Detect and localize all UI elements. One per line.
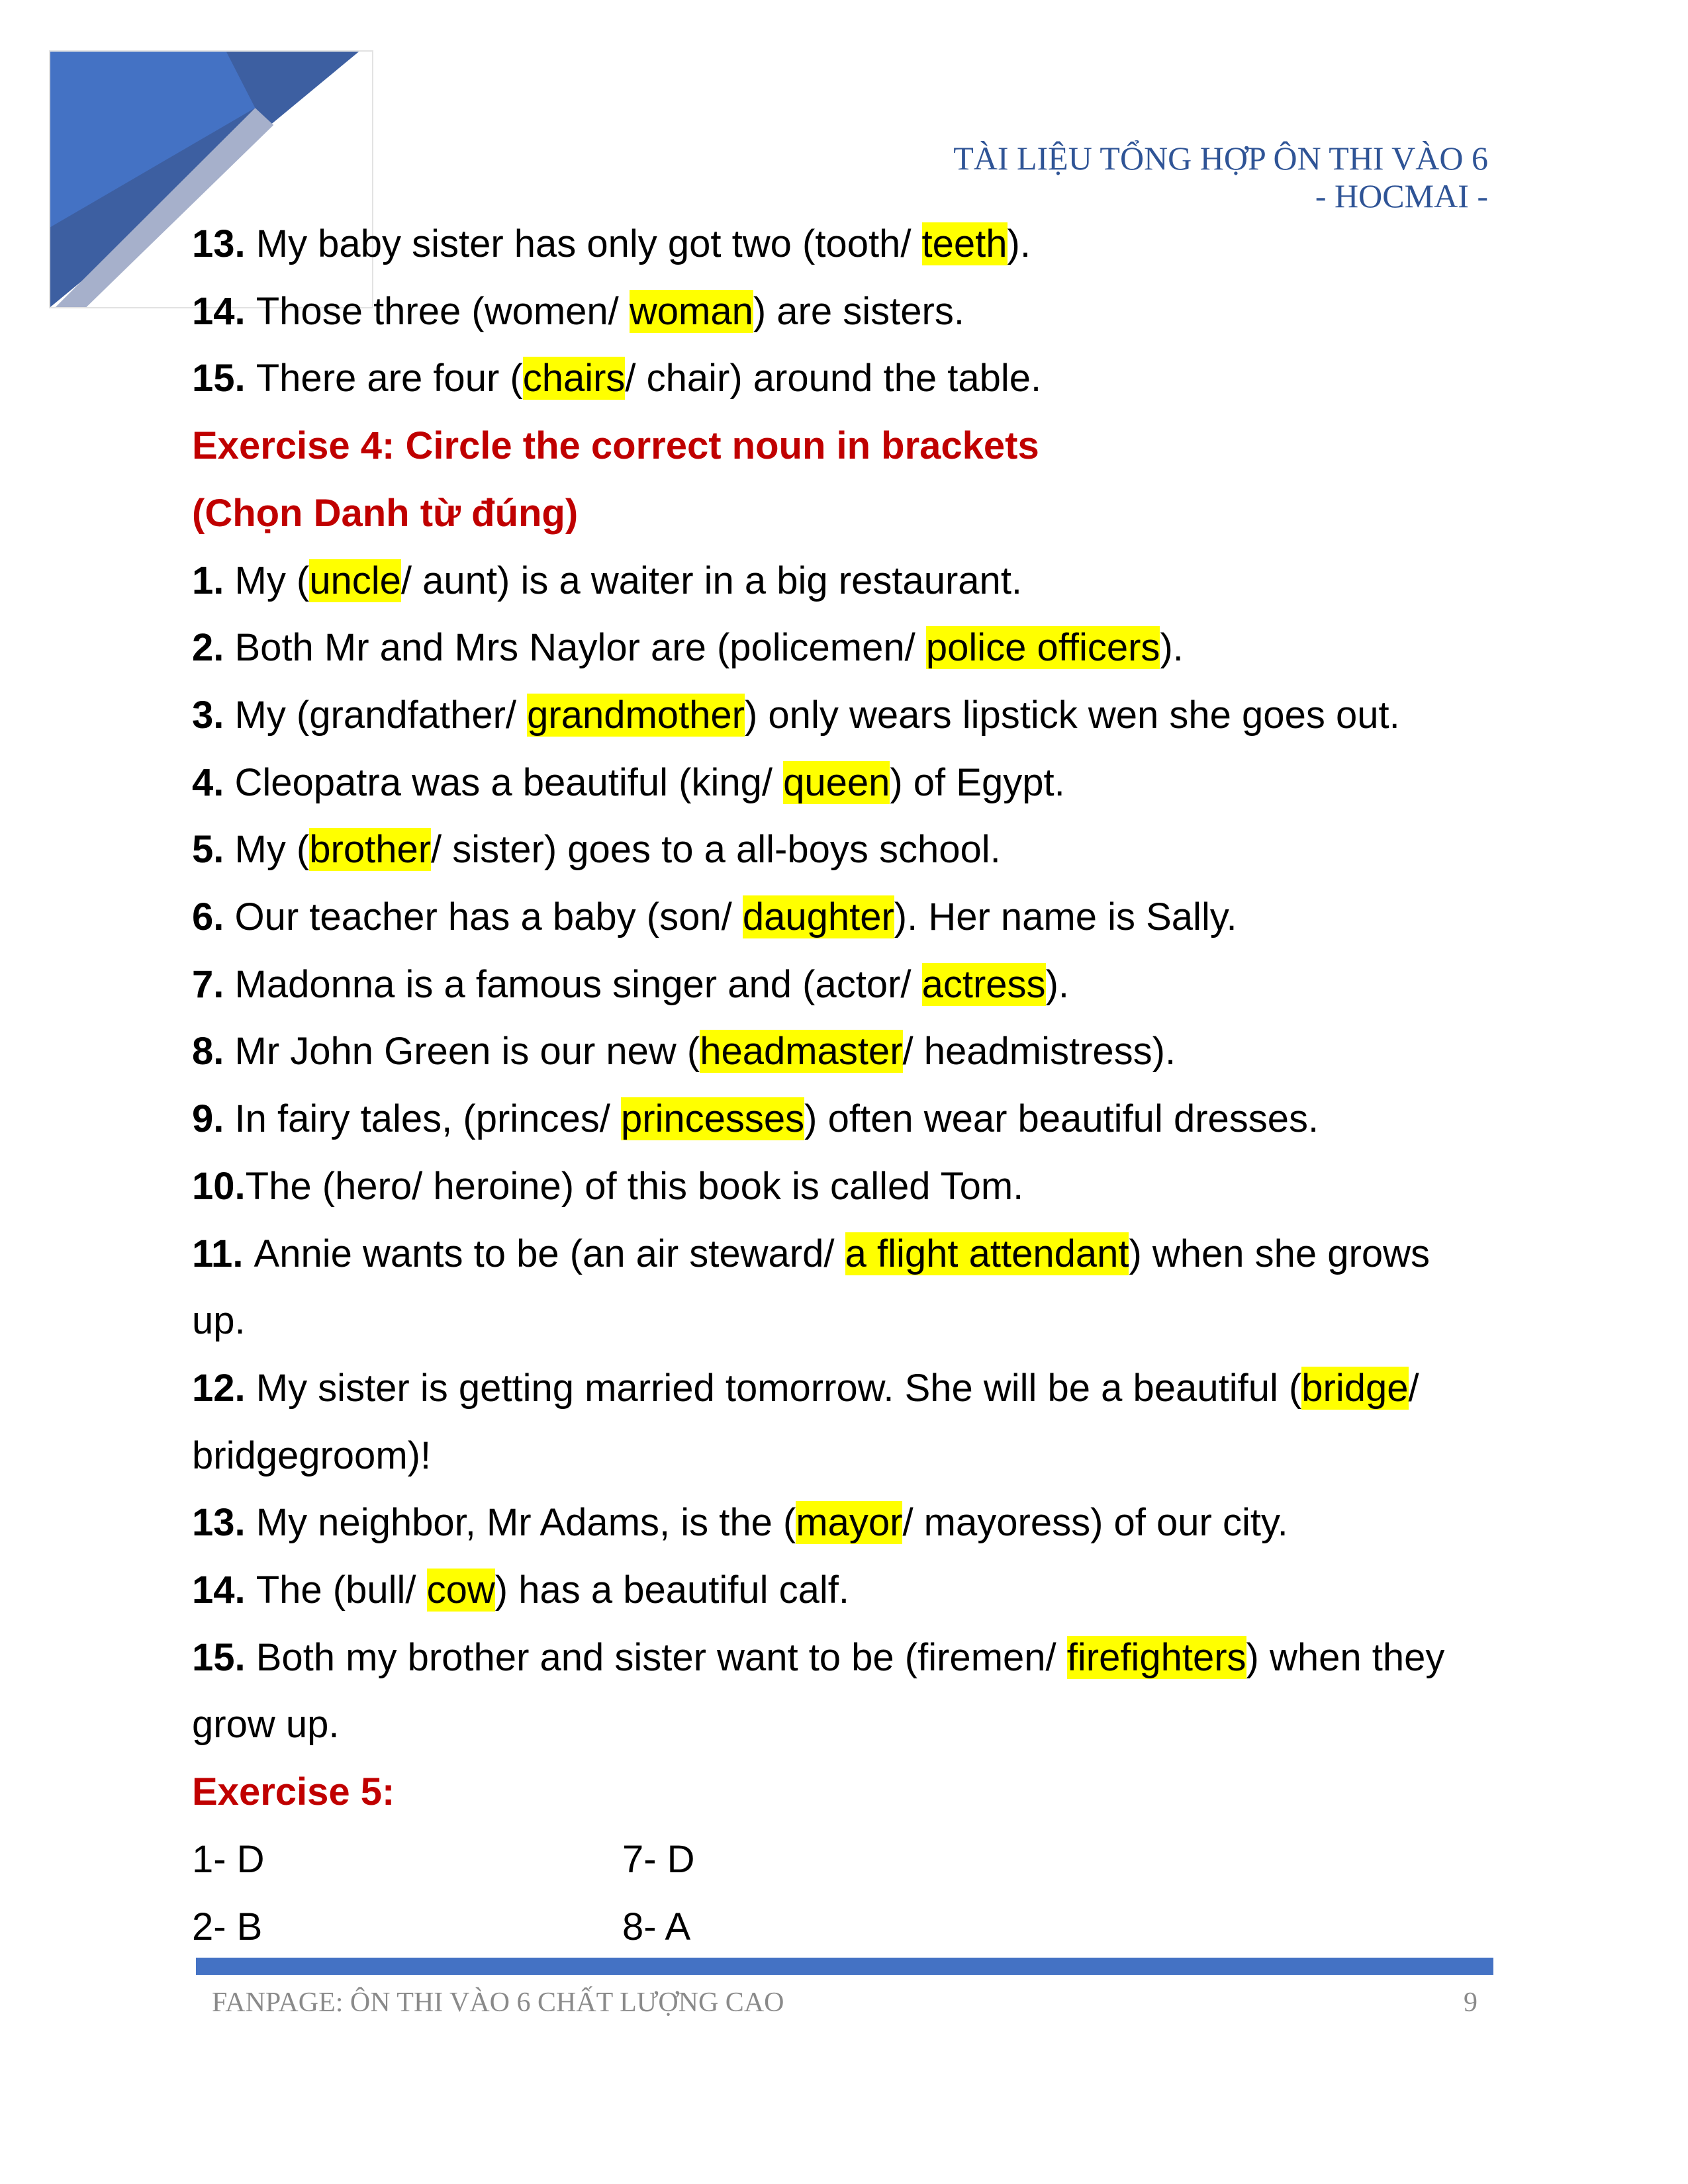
text-segment: grow up. [192,1703,340,1747]
text-segment: Cleopatra was a beautiful (king/ [234,760,784,804]
ex4-item-12-line [192,1355,1496,1422]
ex4-item-4-line [192,749,1496,817]
header-title: TÀI LIỆU TỔNG HỢP ÔN THI VÀO 6 [953,140,1488,177]
header-subtitle: - HOCMAI - [1315,177,1488,214]
text-segment: Mr John Green is our new ( [234,1030,700,1073]
text-segment: The (hero/ heroine) of this book is called Tom. [245,1164,1024,1208]
highlighted-answer: chairs [522,357,626,400]
ex4-item-15-line [192,1691,1496,1758]
ex4-item-9 [192,1085,1496,1153]
text-segment: 14. [192,289,256,333]
ex4-item-5-line [192,816,1496,884]
item-15 [192,345,1496,412]
highlighted-answer: grandmother [527,693,745,737]
text-segment: ) are sisters. [753,289,964,333]
text-segment: My (grandfather/ [234,693,528,737]
text-segment: Madonna is a famous singer and (actor/ [234,962,922,1006]
text-segment: 11. [192,1232,254,1275]
text-segment: ). Her name is Sally. [894,895,1237,939]
ex4-item-1 [192,547,1496,615]
ex4-item-5 [192,816,1496,884]
item-14 [192,278,1496,345]
text-segment: 7- D [622,1837,695,1881]
text-segment: 5. [192,828,235,872]
highlighted-answer: brother [309,828,432,872]
highlighted-answer: firefighters [1066,1635,1246,1679]
text-segment: 6. [192,895,235,939]
highlighted-answer: a flight attendant [845,1232,1129,1275]
text-segment: 13. [192,1501,256,1545]
text-segment: / sister) goes to a all-boys school. [431,828,1001,872]
ex4-item-6-line [192,884,1496,951]
footer-page-number: 9 [1464,1987,1477,2018]
answer-row-2-line [192,1893,1496,1961]
text-segment: My ( [234,559,310,602]
text-segment: / headmistress). [902,1030,1176,1073]
ex4-item-14 [192,1557,1496,1624]
highlighted-answer: cow [426,1569,495,1612]
ex4-item-3-line [192,682,1496,749]
ex4-item-15 [192,1624,1496,1758]
text-segment: My neighbor, Mr Adams, is the ( [256,1501,796,1545]
ex4-item-13-line [192,1489,1496,1557]
exercise-4-heading [192,412,1496,480]
text-segment: 4. [192,760,235,804]
text-segment: 8. [192,1030,235,1073]
text-segment: 9. [192,1097,235,1141]
footer-divider-bar [196,1958,1493,1975]
ex4-item-2 [192,614,1496,682]
text-segment: 1. [192,559,235,602]
text-segment: ). [1160,626,1184,670]
ex4-item-10 [192,1153,1496,1220]
item-15-line [192,345,1496,412]
text-segment: My baby sister has only got two (tooth/ [256,222,922,265]
text-segment: / [1408,1366,1419,1410]
page-header [953,140,1488,215]
ex4-item-15-line [192,1624,1496,1692]
ex4-item-2-line [192,614,1496,682]
ex4-item-12-line [192,1422,1496,1490]
text-segment: 1- D [192,1837,265,1881]
text-segment: My sister is getting married tomorrow. She will be a beautiful ( [256,1366,1302,1410]
exercise-4-heading-line [192,412,1496,480]
text-segment: My ( [234,828,310,872]
item-14-line [192,278,1496,345]
text-segment: bridgegroom)! [192,1433,432,1477]
highlighted-answer: queen [783,760,890,804]
highlighted-answer: police officers [925,626,1160,670]
text-segment: 13. [192,222,256,265]
text-segment: Annie wants to be (an air steward/ [254,1232,845,1275]
ex4-item-9-line [192,1085,1496,1153]
highlighted-answer: princesses [620,1097,805,1141]
text-segment: / aunt) is a waiter in a big restaurant. [400,559,1023,602]
ex4-item-10-line [192,1153,1496,1220]
highlighted-answer: teeth [921,222,1008,265]
answer-row-1 [192,1826,1496,1893]
ex4-item-1-line [192,547,1496,615]
text-segment: 15. [192,357,256,400]
text-segment: 3. [192,693,235,737]
ex4-item-4 [192,749,1496,817]
text-segment: 7. [192,962,235,1006]
ex4-item-7 [192,951,1496,1019]
ex4-item-11-line [192,1287,1496,1355]
exercise-5-heading-line [192,1758,1496,1826]
footer-fanpage: FANPAGE: ÔN THI VÀO 6 CHẤT LƯỢNG CAO [212,1987,784,2018]
text-segment: There are four ( [256,357,523,400]
ex4-item-8-line [192,1018,1496,1085]
exercise-5-heading [192,1758,1496,1826]
text-segment: ) when they [1246,1635,1445,1679]
text-segment: The (bull/ [256,1569,427,1612]
text-segment: up. [192,1299,246,1343]
text-segment: Exercise 4: Circle the correct noun in brackets [192,424,1039,468]
ex4-item-11 [192,1220,1496,1355]
ex4-item-7-line [192,951,1496,1019]
ex4-item-11-line [192,1220,1496,1288]
text-segment: Those three (women/ [256,289,630,333]
text-segment: / chair) around the table. [625,357,1042,400]
text-segment: Both my brother and sister want to be (firemen/ [256,1635,1067,1679]
answer-row-2 [192,1893,1496,1961]
text-segment: 2- B [192,1905,263,1948]
text-segment: 12. [192,1366,256,1410]
exercise-4-subheading-line [192,480,1496,547]
ex4-item-14-line [192,1557,1496,1624]
text-segment: 2. [192,626,235,670]
highlighted-answer: bridge [1301,1366,1409,1410]
text-segment: ) of Egypt. [890,760,1065,804]
text-segment: ) often wear beautiful dresses. [804,1097,1319,1141]
page-footer [212,1987,1477,2019]
text-segment: 14. [192,1569,256,1612]
text-segment: In fairy tales, (princes/ [234,1097,621,1141]
text-segment: 15. [192,1635,256,1679]
highlighted-answer: uncle [309,559,401,602]
document-body [192,210,1496,1960]
text-segment: 10. [192,1164,246,1208]
text-segment: / mayoress) of our city. [902,1501,1288,1545]
answer-row-1-line [192,1826,1496,1893]
text-segment: (Chọn Danh từ đúng) [192,491,579,535]
ex4-item-3 [192,682,1496,749]
text-segment: ) has a beautiful calf. [494,1569,849,1612]
text-segment: ). [1007,222,1031,265]
highlighted-answer: headmaster [700,1030,903,1073]
item-13-line [192,210,1496,278]
text-segment: 8- A [622,1905,691,1948]
ex4-item-12 [192,1355,1496,1489]
text-segment: ). [1045,962,1069,1006]
text-segment: ) when she grows [1129,1232,1430,1275]
highlighted-answer: mayor [796,1501,903,1545]
text-segment: Both Mr and Mrs Naylor are (policemen/ [234,626,926,670]
text-segment: ) only wears lipstick wen she goes out. [745,693,1400,737]
exercise-4-subheading [192,480,1496,547]
item-13 [192,210,1496,278]
highlighted-answer: daughter [742,895,894,939]
highlighted-answer: actress [921,962,1046,1006]
text-segment: Exercise 5: [192,1770,395,1814]
ex4-item-13 [192,1489,1496,1557]
ex4-item-6 [192,884,1496,951]
highlighted-answer: woman [629,289,753,333]
text-segment: Our teacher has a baby (son/ [234,895,743,939]
ex4-item-8 [192,1018,1496,1085]
